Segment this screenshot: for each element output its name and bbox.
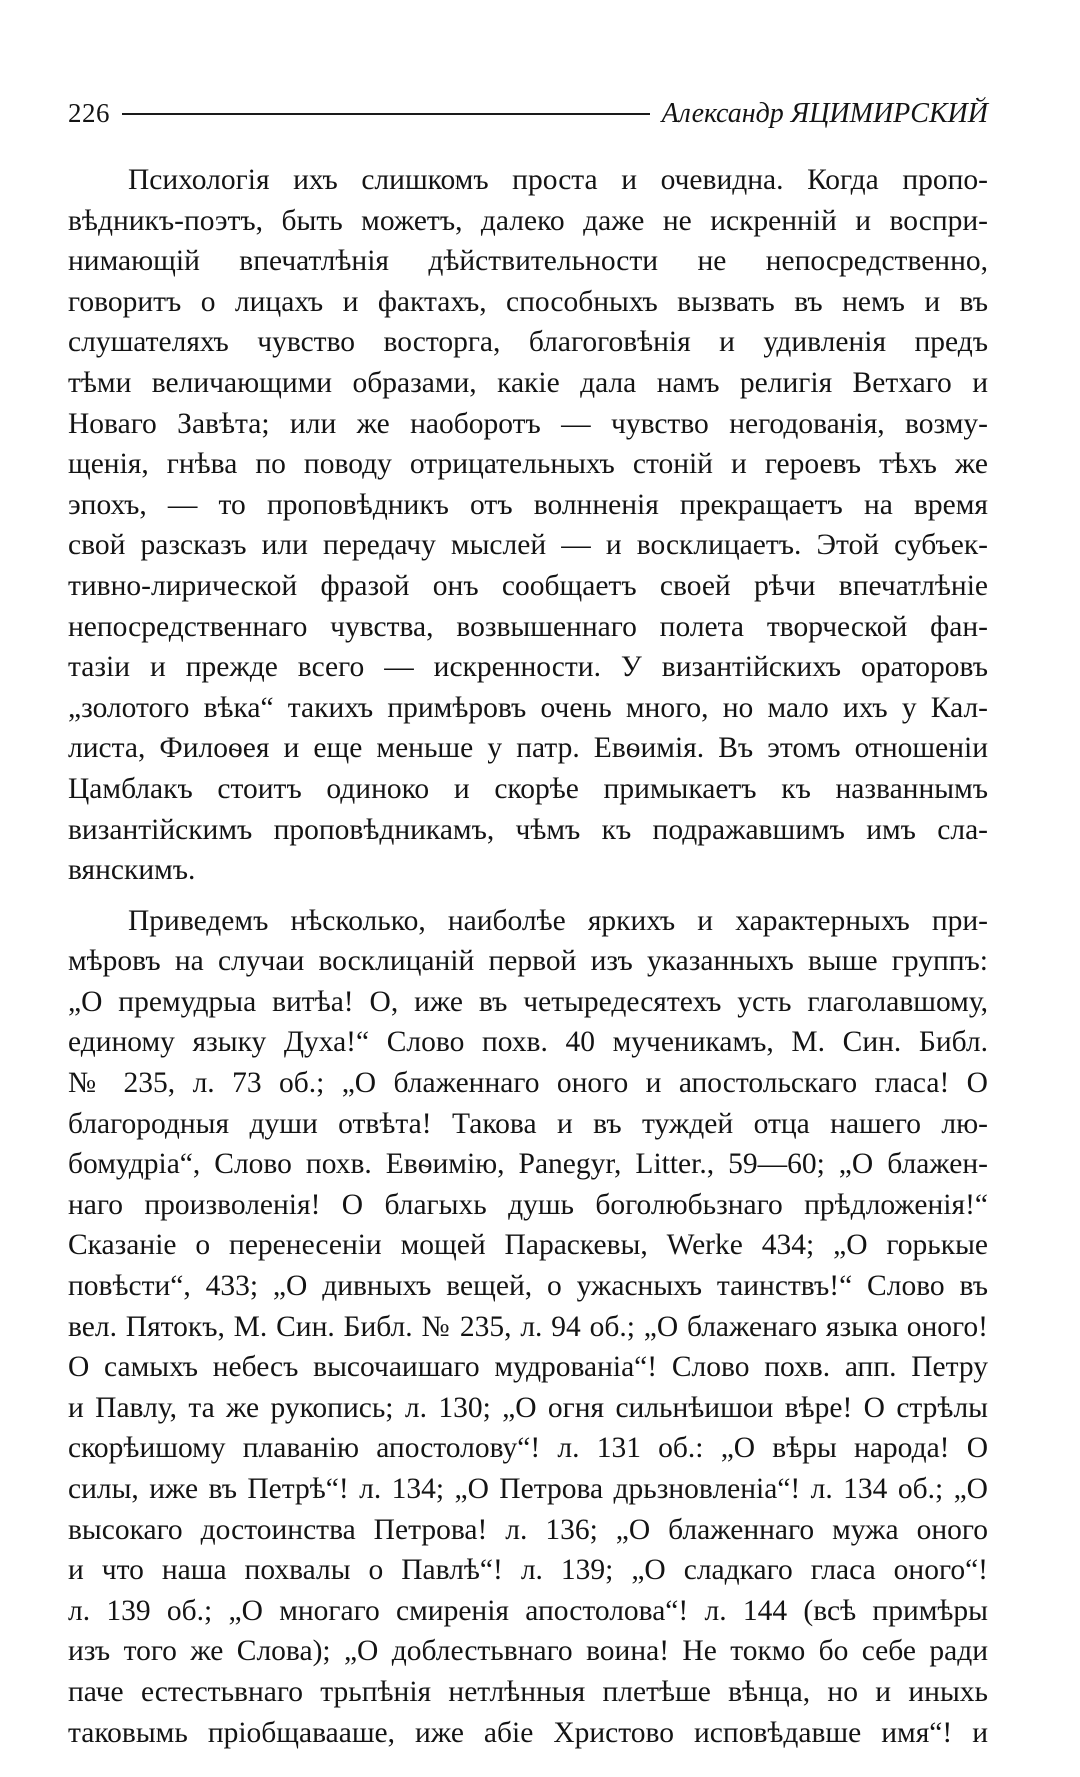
running-title: Александр ЯЦИМИРСКИЙ xyxy=(661,98,988,129)
text-line: нимающій впечатлѣнія дѣйствительности не непосредственно, xyxy=(68,245,988,278)
text-line: О самыхъ небесъ высочаишаго мудрованіа“! Слово похв. апп. Петру xyxy=(68,1351,988,1384)
text-line: благородныя души отвѣта! Такова и въ туждей отца нашего лю- xyxy=(68,1107,988,1140)
text-line: непосредственнаго чувства, возвышеннаго полета творческой фан- xyxy=(68,610,988,643)
text-line: л. 139 об.; „О многаго смиренія апостолова“! л. 144 (всѣ примѣры xyxy=(68,1594,988,1627)
text-line: № 235, л. 73 об.; „О блаженнаго оного и апостольскаго гласа! О xyxy=(68,1067,988,1100)
text-line: мѣровъ на случаи восклицаній первой изъ указанныхъ выше группъ: xyxy=(68,945,988,978)
header-rule xyxy=(122,113,650,115)
text-line: Сказаніе о перенесеніи мощей Параскевы, Werke 434; „О горькые xyxy=(68,1229,988,1262)
text-line: тѣми величающими образами, какіе дала намъ религія Ветхаго и xyxy=(68,366,988,399)
text-line: листа, Филоѳея и еще меньше у патр. Евѳимія. Въ этомъ отношеніи xyxy=(68,732,988,765)
text-line: Цамблакъ стоитъ одиноко и скорѣе примыкаетъ къ названнымъ xyxy=(68,772,988,805)
text-line: бомудріа“, Слово похв. Евѳимію, Panegyr, Litter., 59—60; „О блажен- xyxy=(68,1148,988,1181)
text-line: силы, иже въ Петрѣ“! л. 134; „О Петрова дрьзновленіа“! л. 134 об.; „О xyxy=(68,1473,988,1505)
text-line: свой разсказъ или передачу мыслей — и восклицаетъ. Этой субъек- xyxy=(68,529,988,562)
text-line: единому языку Духа!“ Слово похв. 40 мученикамъ, М. Син. Библ. xyxy=(68,1026,988,1059)
text-line: и что наша похвалы о Павлѣ“! л. 139; „О сладкаго гласа оного“! xyxy=(68,1554,988,1587)
text-line: „О премудрыа витѣа! О, иже въ четыредесятехъ усть глаголавшому, xyxy=(68,985,988,1018)
text-line: тазіи и прежде всего — искренности. У византійскихъ ораторовъ xyxy=(68,651,988,684)
text-line: Приведемъ нѣсколько, наиболѣе яркихъ и характерныхъ при- xyxy=(128,904,988,937)
text-line: вѣдникъ-поэтъ, быть можетъ, далеко даже не искренній и воспри- xyxy=(68,204,988,237)
body-text xyxy=(68,160,988,1753)
text-line: тивно-лирической фразой онъ сообщаетъ своей рѣчи впечатлѣніе xyxy=(68,569,988,602)
page-number: 226 xyxy=(68,98,110,128)
text-line: эпохъ, — то проповѣдникъ отъ волнненія прекращаетъ на время xyxy=(68,488,988,521)
running-header xyxy=(68,98,988,138)
text-line: Новаго Завѣта; или же наоборотъ — чувство негодованія, возму- xyxy=(68,407,988,440)
text-line: говоритъ о лицахъ и фактахъ, способныхъ вызвать въ немъ и въ xyxy=(68,285,988,318)
text-line: таковымь пріобщавааше, иже абіе Христово исповѣдавше имя“! и xyxy=(68,1716,988,1749)
text-line: вел. Пятокъ, М. Син. Библ. № 235, л. 94 об.; „О блаженаго языка оного! xyxy=(68,1310,988,1343)
text-line: изъ того же Слова); „О доблестьвнаго воина! Не токмо бо себе ради xyxy=(68,1635,988,1668)
text-line: „золотого вѣка“ такихъ примѣровъ очень много, но мало ихъ у Кал- xyxy=(68,691,988,724)
text-line: скорѣишому плаванію апостолову“! л. 131 об.: „О вѣры народа! О xyxy=(68,1432,988,1465)
text-line: византійскимъ проповѣдникамъ, чѣмъ къ подражавшимъ имъ сла- xyxy=(68,813,988,846)
text-line: высокаго достоинства Петрова! л. 136; „О блаженнаго мужа оного xyxy=(68,1513,988,1546)
text-line: наго произволенія! О благыхь душь боголюбьзнаго прѣдложенія!“ xyxy=(68,1188,988,1221)
text-line: паче естестьвнаго трьпѣнія нетлѣнныя плетѣше вѣнца, но и иныхь xyxy=(68,1675,988,1708)
text-line: и Павлу, та же рукопись; л. 130; „О огня сильнѣишои вѣре! О стрѣлы xyxy=(68,1391,988,1424)
text-line: Психологія ихъ слишкомъ проста и очевидна. Когда пропо- xyxy=(128,164,988,196)
text-line: вянскимъ. xyxy=(68,854,196,887)
text-line: слушателяхъ чувство восторга, благоговѣнія и удивленія предъ xyxy=(68,326,988,359)
paragraph-2 xyxy=(68,901,988,1753)
paragraph-1 xyxy=(68,160,988,891)
text-line: щенія, гнѣва по поводу отрицательныхъ стоній и героевъ тѣхъ же xyxy=(68,448,988,481)
text-line: повѣсти“, 433; „О дивныхъ вещей, о ужасныхъ таинствъ!“ Слово въ xyxy=(68,1270,988,1303)
paragraph-gap xyxy=(68,891,988,901)
